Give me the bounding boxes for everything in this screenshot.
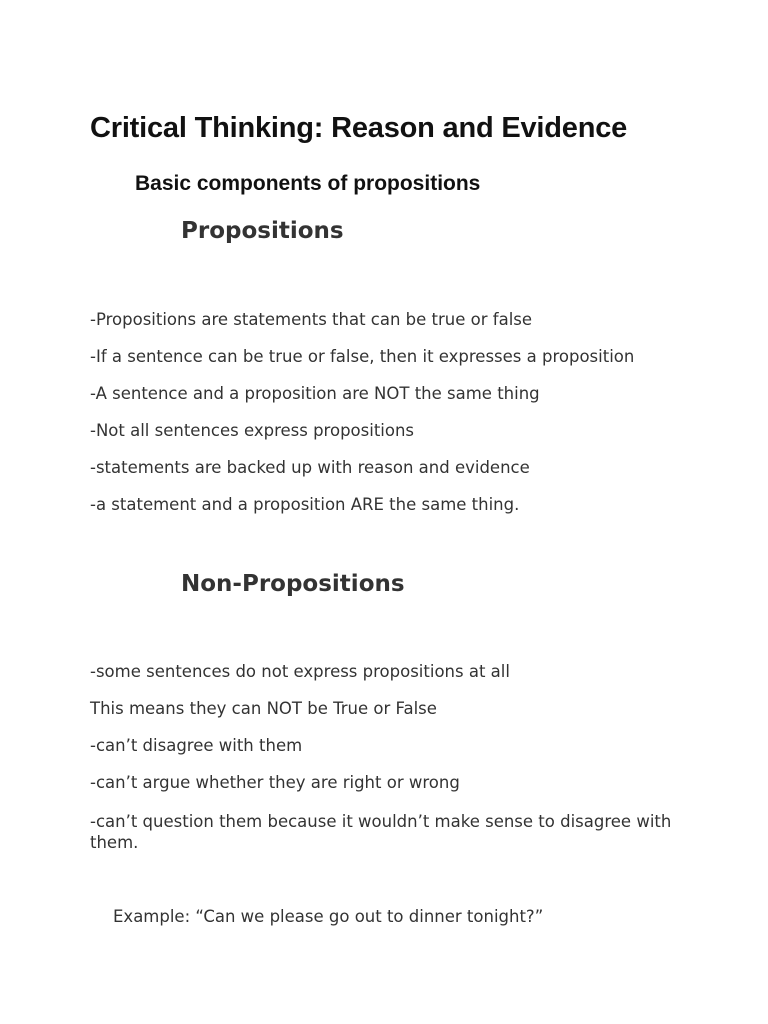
non-propositions-item: This means they can NOT be True or False [90,699,437,718]
propositions-item: -If a sentence can be true or false, then it expresses a proposition [90,347,635,366]
non-propositions-heading: Non-Propositions [181,571,405,597]
non-propositions-item: -can’t disagree with them [90,736,303,755]
document-subtitle: Basic components of propositions [135,172,481,195]
propositions-item: -a statement and a proposition ARE the same thing. [90,495,520,514]
document-title: Critical Thinking: Reason and Evidence [90,112,628,144]
propositions-item: -Not all sentences express propositions [90,421,415,440]
non-propositions-item: -can’t question them because it wouldn’t make sense to disagree with them. [90,812,672,852]
propositions-item: -statements are backed up with reason and evidence [90,458,530,477]
propositions-heading: Propositions [181,218,344,244]
example-quote: Example: “Can we please go out to dinner tonight?” [113,907,544,926]
propositions-item: -Propositions are statements that can be true or false [90,310,533,329]
non-propositions-item: -can’t argue whether they are right or wrong [90,773,460,792]
propositions-item: -A sentence and a proposition are NOT the same thing [90,384,540,403]
non-propositions-item: -some sentences do not express propositions at all [90,662,510,681]
